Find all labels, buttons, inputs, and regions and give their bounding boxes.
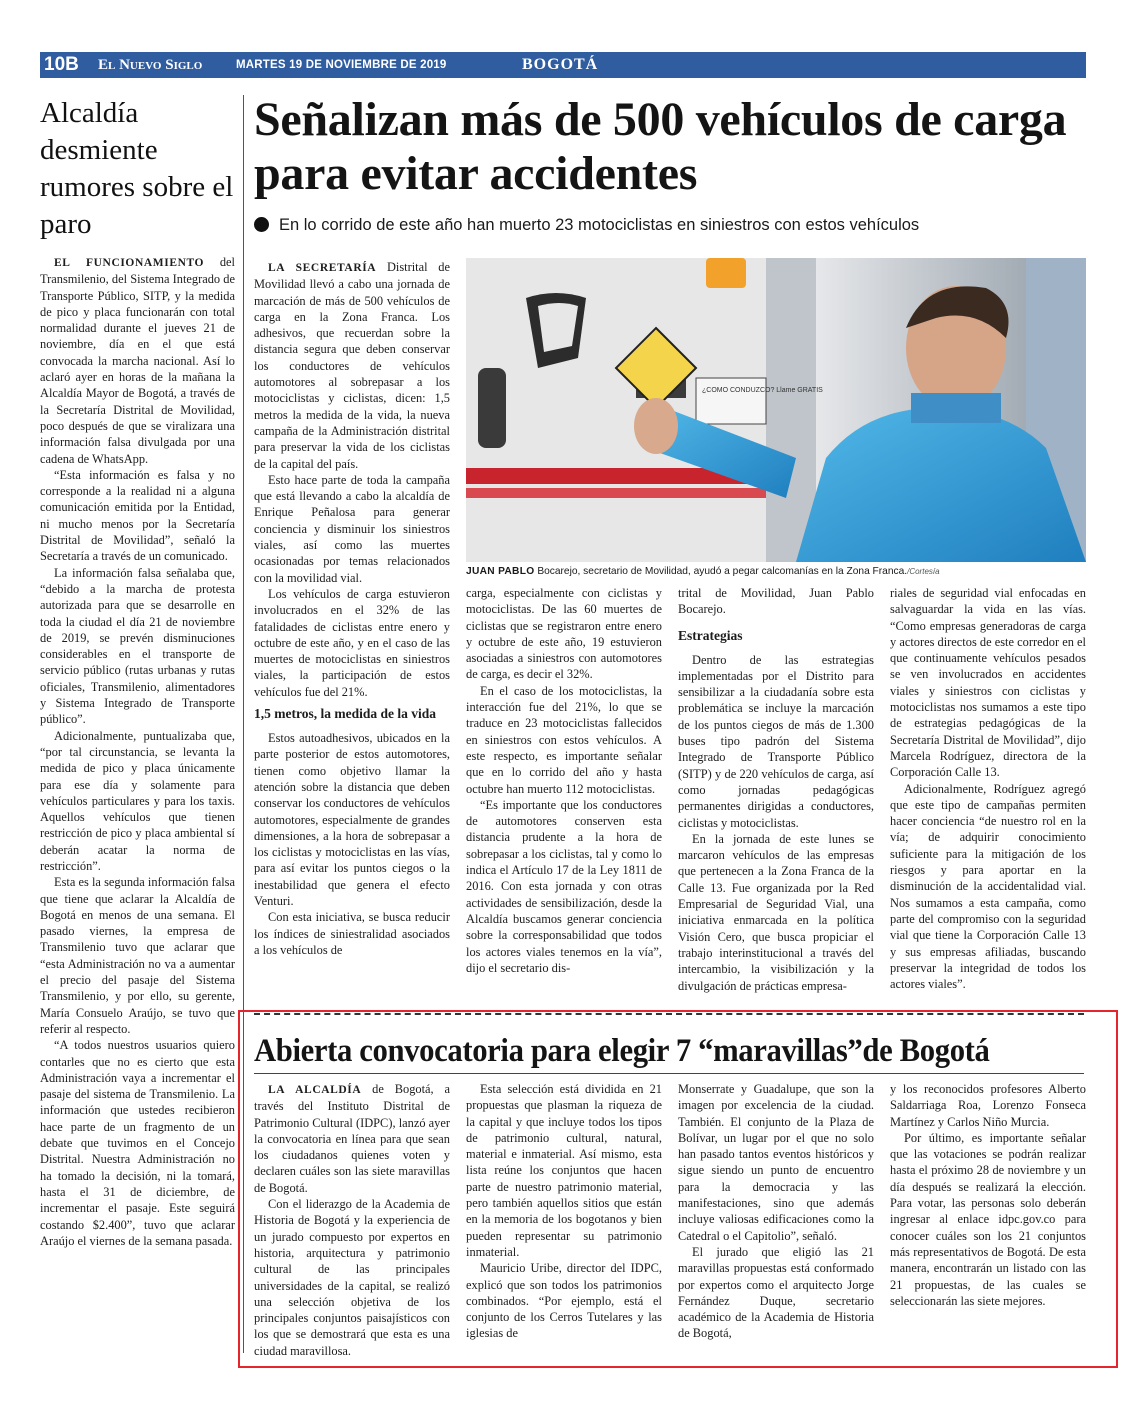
box-article-paragraph: Mauricio Uribe, director del IDPC, explicó que son todos los patrimonios combinados. “Por ejemplo, está el conjunto de los Cerros Tutelares y las iglesias de — [466, 1261, 662, 1341]
page-number: 10B — [40, 52, 90, 78]
main-article-paragraph: En el caso de los motociclistas, la interacción fue del 21%, lo que se traduce en 23 motociclistas fallecidos en siniestros con estos vehículos. A este respecto, es importante señalar que en lo corrido del año y hasta octubre han muerto 112 motociclistas. — [466, 683, 662, 796]
main-article-deck-text: En lo corrido de este año han muerto 23 motociclistas en siniestros con estos vehículos — [279, 216, 920, 234]
main-article-paragraph: En la jornada de este lunes se marcaron vehículos de las empresas que pertenecen a la Zona Franca de la Calle 13. Fue organizada por la Red Empresarial de Seguridad Vial, una iniciativa enmarcada en la política Visión Cero, que busca propiciar el trabajo interinstitucional a través del intercambio, la visibilización y la divulgación de prácticas empresa- — [678, 831, 874, 993]
main-article-paragraph: trital de Movilidad, Juan Pablo Bocarejo. — [678, 586, 874, 617]
main-article-lead-caps: LA SECRETARÍA — [268, 262, 377, 274]
photo-sticker-text: ¿COMO CONDUZCO? Llame GRATIS — [702, 387, 823, 394]
photo-caption-name: JUAN PABLO — [466, 566, 535, 577]
photo-caption-text: Bocarejo, secretario de Movilidad, ayudó a pegar calcomanías en la Zona Franca. — [537, 566, 908, 577]
photo-caption — [466, 566, 1086, 577]
page-header-bar — [40, 52, 1086, 78]
box-article-column-3 — [678, 1081, 874, 1342]
side-article-paragraph: La información falsa señalaba que, “debido a la marcha de protesta autorizada para que se desarrolle en toda la ciudad el día 21 de noviembre de 2019, se prevén disminuciones considerables en el transporte de servicio público (rutas urbanas y rutas oficiales, Transmilenio, alimentadores y Sistema Integrado de Transporte público”. — [40, 565, 235, 727]
main-article-column-4 — [890, 585, 1086, 992]
main-article-paragraph: Estos autoadhesivos, ubicados en la parte posterior de estos automotores, tienen como objetivo llamar la atención sobre la distancia que deben conservar los conductores de vehículos automotores, especialmente de grandes dimensiones, a la hora de sobrepasar a los ciclistas y motociclistas en las vías, para así evitar los puntos ciegos o la inestabilidad que genera el efecto Venturi. — [254, 731, 450, 908]
main-article-paragraph: Esto hace parte de toda la campaña que está llevando a cabo la alcaldía de Enrique Peñalosa para generar conciencia y disminuir los siniestros viales, así como las muertes ocasionadas por temas relacionados con la movilidad vial. — [254, 472, 450, 585]
box-article-paragraph: Con el liderazgo de la Academia de Historia de Bogotá y la experiencia de un jurado compuesto por expertos en historia, arquitectura y patrimonio cultural de las principales universidades de la capital, se realizó una selección objetiva de los principales conjuntos paisajísticos con los que se demostrará que esta es una ciudad maravillosa. — [254, 1197, 450, 1358]
article-photo — [466, 258, 1086, 562]
box-headline-rule — [254, 1073, 1084, 1074]
bullet-icon — [254, 217, 269, 232]
side-article-headline: Alcaldía desmiente rumores sobre el paro — [40, 97, 234, 240]
box-article-column-4 — [890, 1081, 1086, 1309]
side-article-paragraph: Esta es la segunda información falsa que tiene que aclarar la Alcaldía de Bogotá en menos de una semana. El pasado viernes, la empresa de Transmilenio tuvo que aclarar que “esta Administración no va a aumentar el precio del pasaje del Sistema Transmilenio, y por ello, su gerente, María Consuelo Araújo, se tuvo que referir al respecto. — [40, 875, 235, 1036]
side-article-paragraph: “Esta información es falsa y no corresponde a la realidad ni a alguna comunicación emitida por la Entidad, ni mucho menos por la Secretaría Distrital de Movilidad”, señaló la Secretaría a través de un comunicado. — [40, 467, 235, 564]
issue-date: MARTES 19 DE NOVIEMBRE DE 2019 — [236, 59, 447, 71]
main-article-paragraph: Los vehículos de carga estuvieron involucrados en el 32% de las fatalidades de ciclistas entre enero y octubre de este año, y en el caso de las muertes de motociclistas en siniestros viales, la participación de estos vehículos fue del 21%. — [254, 586, 450, 699]
side-article-lead-caps: EL FUNCIONAMIENTO — [54, 257, 205, 269]
box-article-paragraph: Monserrate y Guadalupe, que son la imagen por excelencia de la ciudad. También. El conjunto de la Plaza de Bolívar, un lugar por el que no solo han pasado tantos eventos históricos y sigue siendo un punto de encuentro para la democracia y las manifestaciones, sino que además incluye valiosas edificaciones como la Catedral o el Capitolio”, señaló. — [678, 1082, 874, 1243]
box-article-column-1 — [254, 1081, 450, 1359]
main-article-paragraph: carga, especialmente con ciclistas y motociclistas. De las 60 muertes de ciclistas que se registraron entre enero y octubre de este año, 19 estuvieron asociadas a siniestros con automotores de carga, es decir el 32%. — [466, 586, 662, 682]
box-article-column-2 — [466, 1081, 662, 1342]
main-article-paragraph: “Es importante que los conductores de automotores conserven esta distancia prudente a la hora de sobrepasar a los ciclistas, tal y como lo indica el Artículo 17 de la Ley 1811 de 2016. Con esta jornada y con otras actividades de sensibilización, desde la Alcaldía buscamos generar conciencia sobre la corresponsabilidad que todos los actores viales tenemos en la vía”, dijo el secretario dis- — [466, 797, 662, 975]
photo-illustration — [466, 258, 1086, 562]
side-article-paragraph: Adicionalmente, puntualizaba que, “por tal circunstancia, se levanta la medida de pico y placa únicamente para ese día y solamente para vehículos particulares y para los taxis. Aquellos vehículos que tienen restricción de pico y placa ambiental sí deberán acatar la norma de restricción”. — [40, 728, 235, 873]
box-article-paragraph: y los reconocidos profesores Alberto Saldarriaga Roa, Lorenzo Fonseca Martínez y Carlos Niño Murcia. — [890, 1082, 1086, 1129]
main-article-subhead: 1,5 metros, la medida de la vida — [254, 706, 436, 722]
side-article-paragraph: del Transmilenio, del Sistema Integrado de Transporte Público, SITP, y la medida de pico y placa funcionarán con total normalidad durante el jueves 21 de noviembre, día en el que está convocada la marcha nacional. Así lo aclaró ayer en horas de la mañana la Alcaldía Mayor de Bogotá, a través de la Secretaría Distrital de Movilidad, poco después de que se viralizara una información falsa divulgada por una cadena de WhatsApp. — [40, 255, 235, 466]
main-article-paragraph: Adicionalmente, Rodríguez agregó que este tipo de campañas permiten hacer conciencia “de nuestro rol en la vía; de adquirir conocimiento suficiente para la mitigación de los riesgos y para aportar en la disminución de la accidentalidad vial. Nos sumamos a esta campaña, como parte del compromiso con la seguridad vial que tiene la Corporación Calle 13 y sus empresas afiliadas, buscando preservar la integridad de todos los actores viales”. — [890, 781, 1086, 992]
main-article-paragraph: Dentro de las estrategias implementadas por el Distrito para sensibilizar a la ciudadanía sobre esta problemática se incluye la marcación de los puntos ciegos de más de 1.300 buses tipo padrón del Sistema Integrado de Transporte Público (SITP) y de 220 vehículos de carga, así como jornadas pedagógicas permanentes dirigidas a conductores, ciclistas y motociclistas. — [678, 652, 874, 830]
main-article-headline: Señalizan más de 500 vehículos de carga para evitar accidentes — [254, 93, 1067, 200]
box-article-paragraph: de Bogotá, a través del Instituto Distrital de Patrimonio Cultural (IDPC), lanzó ayer la convocatoria en línea para que sean los ciudadanos quienes voten y declaren cuáles son las siete maravillas de Bogotá. — [254, 1082, 450, 1195]
main-article-subhead: Estrategias — [678, 627, 743, 643]
main-article-paragraph: riales de seguridad vial enfocadas en salvaguardar la vida en las vías. “Como empresas generadoras de carga y actores directos de este corredor en el que continuamente vehículos pesados se ven involucrados en accidentes viales y siniestros con ciclistas y motociclistas nos sumamos a este tipo de estrategias pedagógicas de la Secretaría Distrital de Movilidad”, dijo Marcela Rodríguez, directora de la Corporación Calle 13. — [890, 586, 1086, 780]
box-article-paragraph: Esta selección está dividida en 21 propuestas que plasman la riqueza de la capital y que incluye todos los tipos de patrimonio cultural, natural, material e inmaterial. Así mismo, esta lista reúne los conjuntos que hacen parte de nuestro patrimonio material, pero también aquellos sitios que están en la memoria de los bogotanos y bien pueden representar su patrimonio inmaterial. — [466, 1082, 662, 1259]
box-article-paragraph: Por último, es importante señalar que las votaciones se podrán realizar hasta el próximo 28 de noviembre y un día después se realizará la elección. Para votar, las personas solo deberán ingresar al enlace idpc.gov.co para conocer cuáles son los 21 conjuntos más representativos de Bogotá. De esta manera, encontrarán un listado con las 21 propuestas, de las cuales se seleccionarán las siete mejores. — [890, 1130, 1086, 1308]
main-article-deck — [254, 216, 1084, 235]
main-article-column-1 — [254, 259, 450, 958]
main-article-paragraph: Con esta iniciativa, se busca reducir los índices de siniestralidad asociados a los vehículos de — [254, 910, 450, 957]
box-article-paragraph: El jurado que eligió las 21 maravillas propuestas está conformado por expertos como el arquitecto Jorge Fernández Duque, secretario académico de la Academia de Historia de Bogotá, — [678, 1244, 874, 1341]
box-article-lead-caps: LA ALCALDÍA — [268, 1084, 362, 1096]
side-article-body — [40, 254, 235, 1249]
section-name: BOGOTÁ — [522, 56, 599, 73]
main-article-column-2 — [466, 585, 662, 976]
main-article-paragraph: Distrital de Movilidad llevó a cabo una jornada de marcación de más de 500 vehículos de carga en la Zona Franca. Los adhesivos, que recuerdan sobre la distancia segura que deben conservar los conductores de vehículos automotores al sobrepasar a los motociclistas y ciclistas, dicen: 1,5 metros la medida de la vida, la nueva campaña de la Administración distrital para preservar la vida de los ciclistas de la capital del país. — [254, 260, 450, 471]
side-article-paragraph: “A todos nuestros usuarios quiero contarles que no es cierto que esta Administración vaya a incrementar el pasaje del sistema de Transmilenio. La información que ustedes recibieron hace parte de un fragmento de un debate que tuvimos en el Concejo Distrital. Nuestra Administración no ha tomado la decisión, ni la tomará, hasta el 31 de diciembre, de incrementar el pasaje. Este seguirá costando $2.400”, tuvo que aclarar Araújo el viernes de la semana pasada. — [40, 1038, 235, 1248]
newspaper-name: El Nuevo Siglo — [98, 57, 203, 73]
photo-credit: /Cortesía — [907, 567, 940, 576]
box-article-headline: Abierta convocatoria para elegir 7 “maravillas”de Bogotá — [254, 1033, 990, 1069]
main-article-column-3 — [678, 585, 874, 994]
